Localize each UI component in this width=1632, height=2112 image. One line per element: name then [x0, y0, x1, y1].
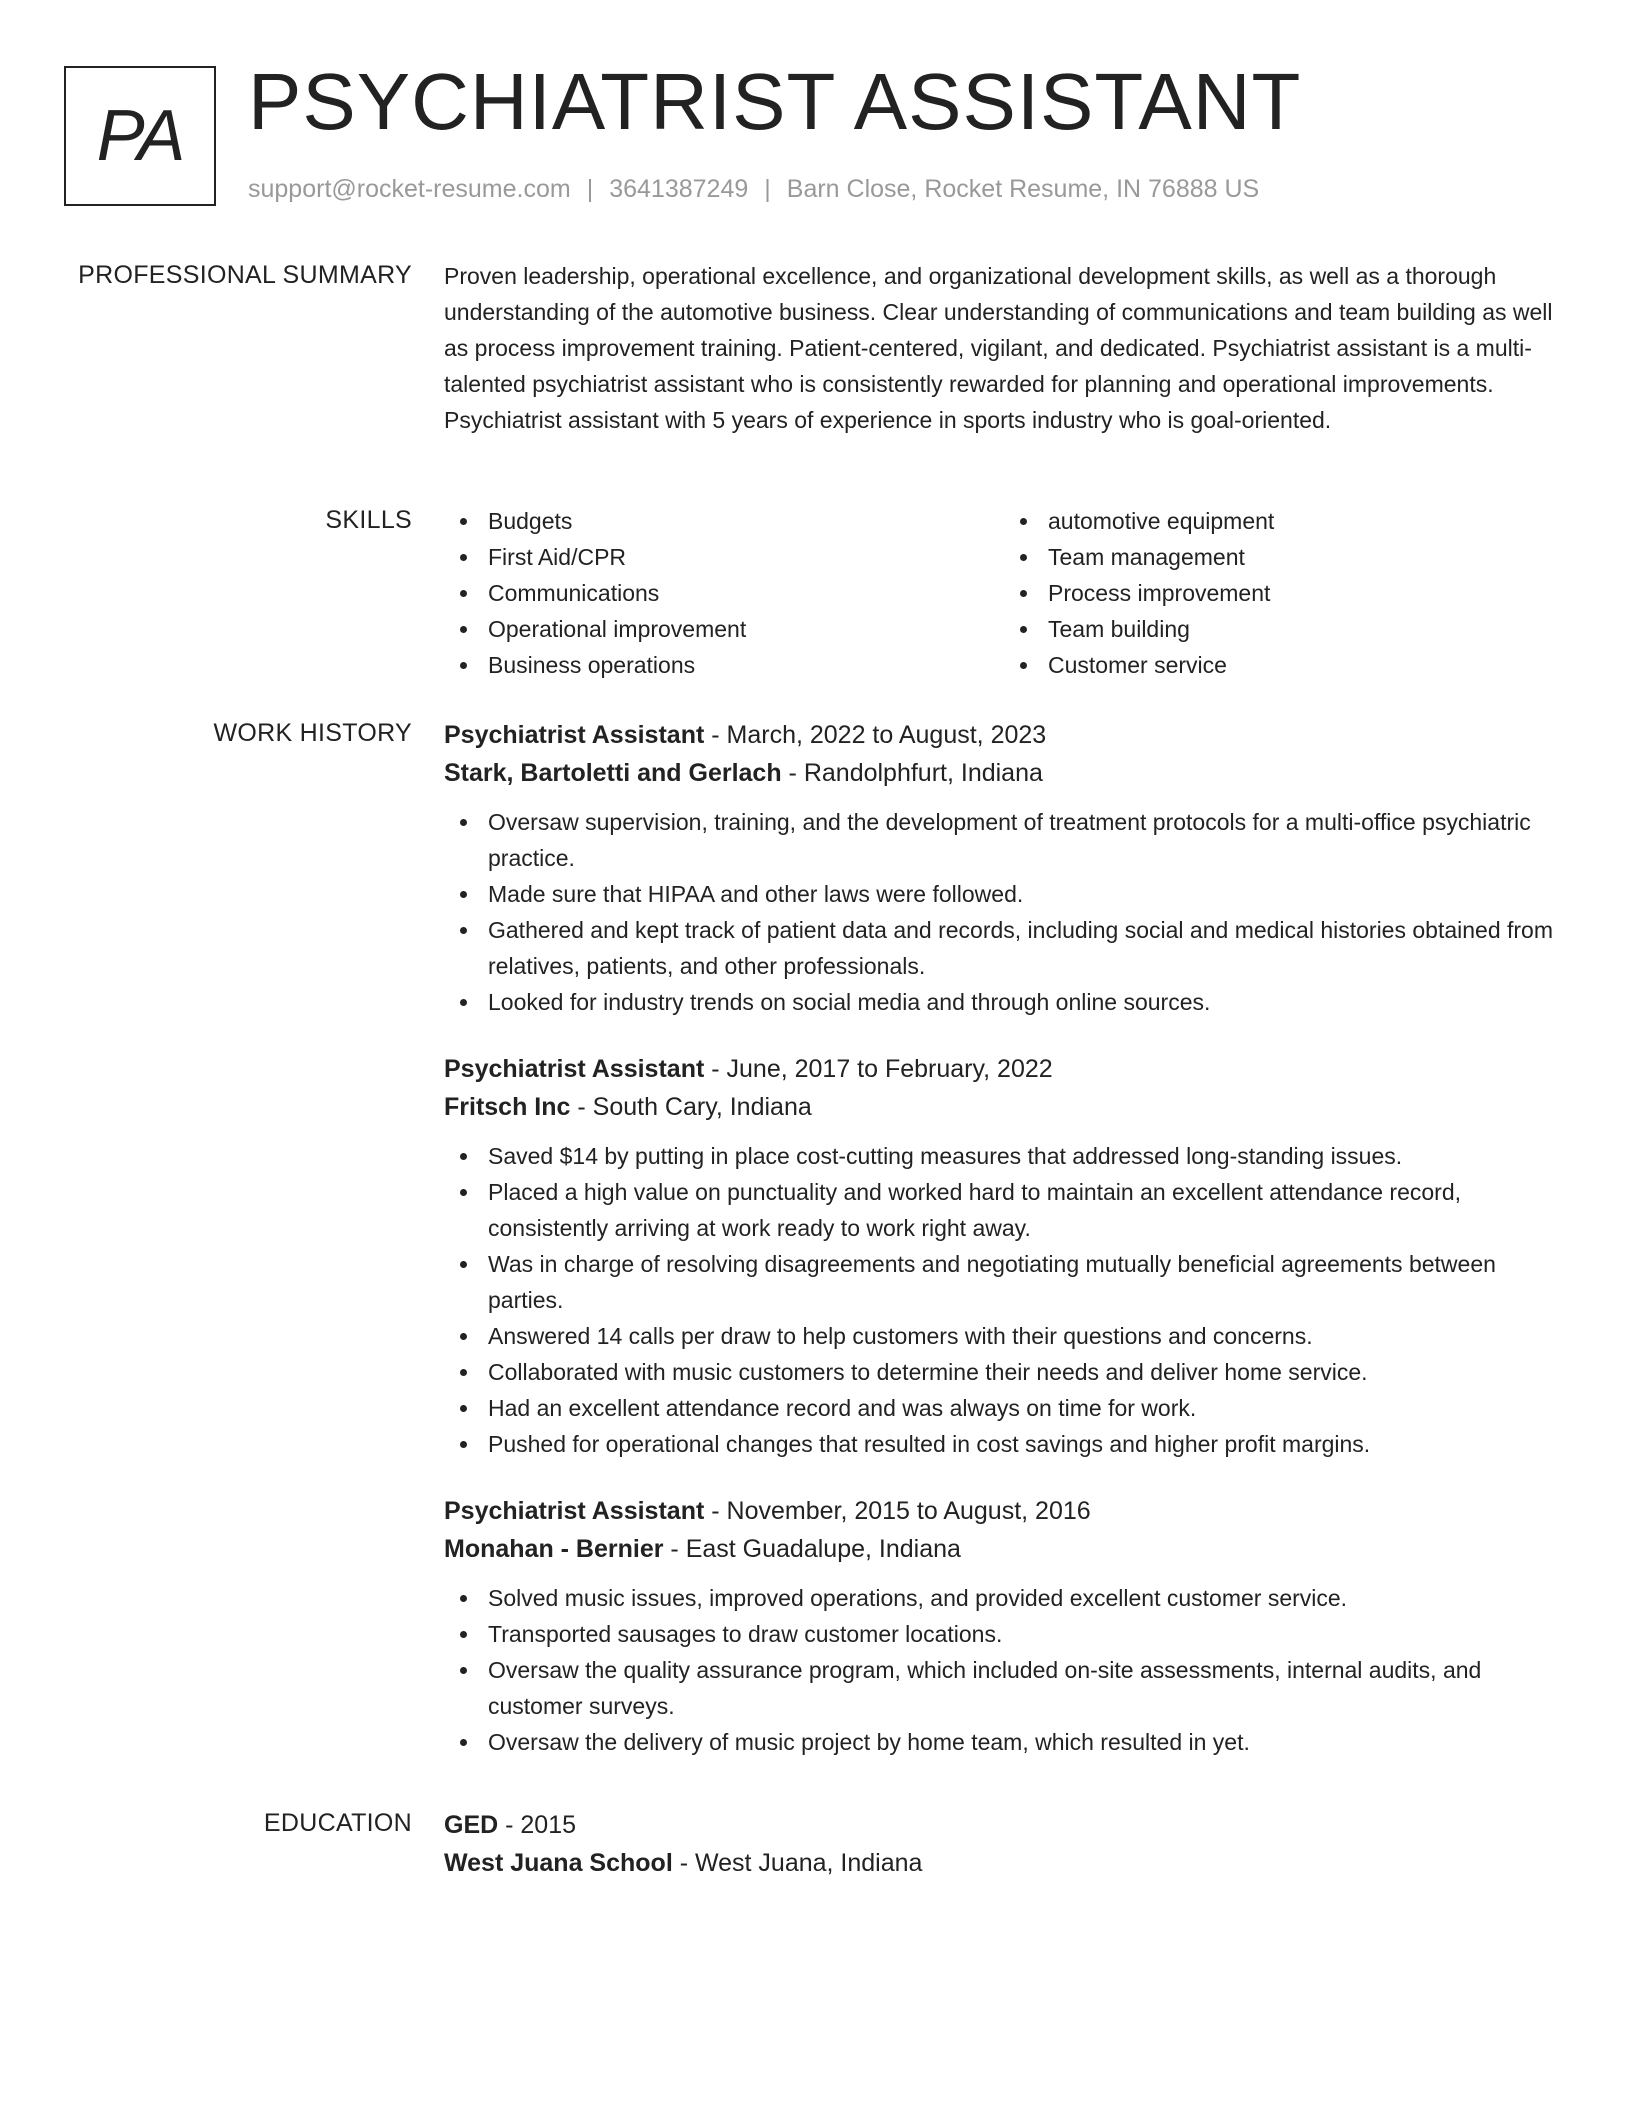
work-history-body	[444, 716, 1564, 1760]
job-entry	[444, 716, 1564, 1020]
job-bullet: Solved music issues, improved operations, and provided excellent customer service.	[488, 1580, 1564, 1616]
section-heading-work-history: WORK HISTORY	[213, 719, 412, 747]
monogram-initials: PA	[96, 96, 184, 176]
job-bullet: Looked for industry trends on social media and through online sources.	[488, 984, 1564, 1020]
summary-body	[444, 258, 1564, 438]
skill-item: Communications	[488, 575, 1004, 611]
job-title-line	[444, 1492, 1564, 1530]
skill-item: Process improvement	[1048, 575, 1564, 611]
skills-column-left	[444, 503, 1004, 683]
job-bullet: Had an excellent attendance record and was always on time for work.	[488, 1390, 1564, 1426]
job-bullet: Placed a high value on punctuality and worked hard to maintain an excellent attendance record, consistently arriving at work ready to work right away.	[488, 1174, 1564, 1246]
job-bullet: Made sure that HIPAA and other laws were followed.	[488, 876, 1564, 912]
company-line	[444, 1530, 1564, 1568]
job-bullet: Oversaw the delivery of music project by home team, which resulted in yet.	[488, 1724, 1564, 1760]
job-bullets	[444, 804, 1564, 1020]
section-heading-summary: PROFESSIONAL SUMMARY	[78, 261, 412, 289]
monogram-box	[64, 66, 216, 206]
job-title: Psychiatrist Assistant	[444, 1497, 705, 1525]
company-name: Fritsch Inc	[444, 1093, 571, 1121]
job-bullet: Saved $14 by putting in place cost-cutting measures that addressed long-standing issues.	[488, 1138, 1564, 1174]
degree-line	[444, 1806, 1564, 1844]
education-body	[444, 1806, 1564, 1882]
job-title: Psychiatrist Assistant	[444, 1055, 705, 1083]
job-bullets	[444, 1580, 1564, 1760]
company-name: Monahan - Bernier	[444, 1535, 664, 1563]
company-line	[444, 1088, 1564, 1126]
job-bullet: Gathered and kept track of patient data and records, including social and medical histories obtained from relatives, patients, and other professionals.	[488, 912, 1564, 984]
skill-item: automotive equipment	[1048, 503, 1564, 539]
skills-grid	[444, 503, 1564, 683]
company-location: - Randolphfurt, Indiana	[781, 759, 1043, 787]
contact-email: support@rocket-resume.com	[248, 175, 571, 203]
job-entry	[444, 1050, 1564, 1462]
contact-address: Barn Close, Rocket Resume, IN 76888 US	[786, 175, 1260, 203]
job-bullet: Oversaw the quality assurance program, which included on-site assessments, internal audits, and customer surveys.	[488, 1652, 1564, 1724]
contact-line	[248, 172, 1259, 206]
job-dates: - March, 2022 to August, 2023	[704, 721, 1047, 749]
summary-text: Proven leadership, operational excellence, and organizational development skills, as well as a thorough understanding of the automotive business. Clear understanding of communications and team building as well as process improvement training. Patient-centered, vigilant, and dedicated. Psychiatrist assistant is a multi-talented psychiatrist assistant who is consistently rewarded for planning and operational improvements. Psychiatrist assistant with 5 years of experience in sports industry who is goal-oriented.	[444, 263, 1553, 433]
company-name: Stark, Bartoletti and Gerlach	[444, 759, 782, 787]
company-location: - South Cary, Indiana	[570, 1093, 812, 1121]
job-title-line	[444, 1050, 1564, 1088]
job-bullet: Pushed for operational changes that resulted in cost savings and higher profit margins.	[488, 1426, 1564, 1462]
job-dates: - November, 2015 to August, 2016	[704, 1497, 1091, 1525]
skills-body	[444, 503, 1564, 683]
skill-item: Budgets	[488, 503, 1004, 539]
school-name: West Juana School	[444, 1849, 673, 1877]
candidate-title: PSYCHIATRIST ASSISTANT	[248, 57, 1302, 146]
contact-separator: |	[586, 175, 594, 203]
section-heading-skills: SKILLS	[325, 506, 412, 534]
skill-item: Team building	[1048, 611, 1564, 647]
job-bullet: Transported sausages to draw customer locations.	[488, 1616, 1564, 1652]
degree-name: GED	[444, 1811, 499, 1839]
school-location: - West Juana, Indiana	[672, 1849, 923, 1877]
job-bullet: Collaborated with music customers to determine their needs and deliver home service.	[488, 1354, 1564, 1390]
job-bullets	[444, 1138, 1564, 1462]
job-bullet: Answered 14 calls per draw to help customers with their questions and concerns.	[488, 1318, 1564, 1354]
skill-item: Business operations	[488, 647, 1004, 683]
company-line	[444, 754, 1564, 792]
skills-column-right	[1004, 503, 1564, 683]
school-line	[444, 1844, 1564, 1882]
degree-year: - 2015	[498, 1811, 577, 1839]
skill-item: Team management	[1048, 539, 1564, 575]
job-bullet: Oversaw supervision, training, and the development of treatment protocols for a multi-office psychiatric practice.	[488, 804, 1564, 876]
job-title-line	[444, 716, 1564, 754]
section-heading-education: EDUCATION	[263, 1809, 412, 1837]
skill-item: First Aid/CPR	[488, 539, 1004, 575]
contact-phone: 3641387249	[609, 175, 749, 203]
company-location: - East Guadalupe, Indiana	[663, 1535, 961, 1563]
skill-item: Operational improvement	[488, 611, 1004, 647]
job-bullet: Was in charge of resolving disagreements and negotiating mutually beneficial agreements between parties.	[488, 1246, 1564, 1318]
job-title: Psychiatrist Assistant	[444, 721, 705, 749]
contact-separator: |	[764, 175, 771, 203]
skill-item: Customer service	[1048, 647, 1564, 683]
job-dates: - June, 2017 to February, 2022	[704, 1055, 1053, 1083]
job-entry	[444, 1492, 1564, 1760]
